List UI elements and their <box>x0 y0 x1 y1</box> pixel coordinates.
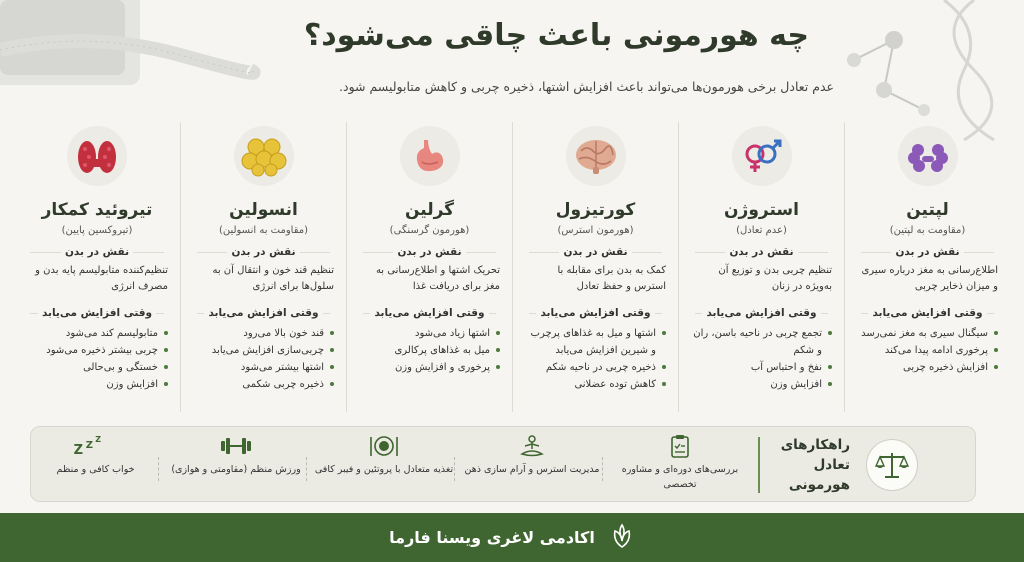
hormone-subtitle: (مقاومت به انسولین) <box>218 225 309 236</box>
list-item: افزایش ذخیره چربی <box>857 359 998 376</box>
svg-text:Z: Z <box>94 435 101 444</box>
strategy-exercise <box>166 433 306 499</box>
brand-name: اکادمی لاغری ویسنا فارما <box>389 528 595 547</box>
role-heading: نقش در بدن <box>525 246 666 258</box>
list-item: افزایش وزن <box>26 376 168 393</box>
effects-list <box>359 325 500 376</box>
meditation-icon <box>462 433 602 459</box>
list-item: تجمع چربی در ناحیه باسن، ران و شکم <box>691 325 832 359</box>
hormone-subtitle: (هورمون گرسنگی) <box>389 225 470 236</box>
fat-cells-icon <box>234 126 294 186</box>
hormone-columns <box>14 122 1010 412</box>
svg-text:Z: Z <box>73 443 83 458</box>
strategy-checkup <box>610 433 750 499</box>
sleep-icon <box>33 433 158 459</box>
role-text: کمک به بدن برای مقابله با استرس و حفظ تعادل <box>557 265 666 292</box>
hormone-subtitle: (مقاومت به لپتین) <box>889 225 966 236</box>
separator <box>602 457 603 481</box>
dumbbell-icon <box>166 433 306 459</box>
plate-icon <box>314 433 454 459</box>
strategies-box <box>30 426 976 502</box>
page-title: چه هورمونی باعث چاقی می‌شود؟ <box>303 18 809 53</box>
list-item: پرخوری ادامه پیدا می‌کند <box>857 342 998 359</box>
increase-heading: وقتی افزایش می‌یابد <box>691 307 832 319</box>
role-text: اطلاع‌رسانی به مغز درباره سیری و میزان ذخایر چربی <box>861 265 998 292</box>
effects-list <box>857 325 998 376</box>
increase-heading: وقتی افزایش می‌یابد <box>359 307 500 319</box>
effects-list <box>26 325 168 393</box>
list-item: چربی‌سازی افزایش می‌یابد <box>193 342 334 359</box>
hormone-card-ghrelin <box>346 122 512 412</box>
clipboard-icon <box>610 433 750 459</box>
strategies-divider <box>758 437 760 493</box>
list-item: چربی بیشتر ذخیره می‌شود <box>26 342 168 359</box>
list-item: سیگنال سیری به مغز نمی‌رسد <box>857 325 998 342</box>
effects-list <box>691 325 832 393</box>
hormone-subtitle: (هورمون استرس) <box>557 225 634 236</box>
role-text: تنظیم چربی بدن و توزیع آن به‌ویژه در زنان <box>718 265 832 292</box>
strategy-text: خواب کافی و منظم <box>56 464 135 475</box>
list-item: کاهش توده عضلانی <box>525 376 666 393</box>
strategy-text: بررسی‌های دوره‌ای و مشاوره تخصصی <box>621 464 739 490</box>
role-text: تحریک اشتها و اطلاع‌رسانی به مغز برای دریافت غذا <box>375 265 500 292</box>
hormone-card-thyroid <box>14 122 180 412</box>
scale-and-tape-decoration <box>0 0 250 105</box>
brain-icon <box>566 126 626 186</box>
role-heading: نقش در بدن <box>359 246 500 258</box>
role-heading: نقش در بدن <box>691 246 832 258</box>
list-item: ذخیره چربی شکمی <box>193 376 334 393</box>
stomach-icon <box>400 126 460 186</box>
increase-heading: وقتی افزایش می‌یابد <box>857 307 998 319</box>
strategy-text: تغذیه متعادل با پروتئین و فیبر کافی <box>314 464 454 475</box>
hormone-card-cortisol <box>512 122 678 412</box>
hormone-card-estrogen <box>678 122 844 412</box>
leptin-gland-icon <box>898 126 958 186</box>
strategies-header <box>760 427 975 503</box>
thyroid-icon <box>67 126 127 186</box>
separator <box>306 457 307 481</box>
role-heading: نقش در بدن <box>26 246 168 258</box>
increase-heading: وقتی افزایش می‌یابد <box>525 307 666 319</box>
list-item: نفخ و احتباس آب <box>691 359 832 376</box>
strategy-text: مدیریت استرس و آرام سازی ذهن <box>464 464 600 475</box>
list-item: متابولیسم کند می‌شود <box>26 325 168 342</box>
leaf-logo-icon <box>609 523 635 553</box>
strategy-stress <box>462 433 602 499</box>
header <box>0 0 1024 118</box>
hormone-name: گرلین <box>404 200 455 220</box>
list-item: ذخیره چربی در ناحیه شکم <box>525 359 666 376</box>
effects-list <box>525 325 666 393</box>
role-text: تنظیم قند خون و انتقال آن به سلول‌ها برای انرژی <box>212 265 334 292</box>
separator <box>454 457 455 481</box>
list-item: اشتها بیشتر می‌شود <box>193 359 334 376</box>
hormone-name: کورتیزول <box>555 200 636 220</box>
increase-heading: وقتی افزایش می‌یابد <box>26 307 168 319</box>
list-item: پرخوری و افزایش وزن <box>359 359 500 376</box>
page-subtitle: عدم تعادل برخی هورمون‌ها می‌تواند باعث افزایش اشتها، ذخیره چربی و کاهش متابولیسم شود. <box>339 79 834 94</box>
role-heading: نقش در بدن <box>857 246 998 258</box>
gender-symbol-icon <box>732 126 792 186</box>
list-item: میل به غذاهای پرکالری <box>359 342 500 359</box>
molecule-dna-decoration <box>824 0 1024 140</box>
list-item: افزایش وزن <box>691 376 832 393</box>
hormone-subtitle: (تیروکسین پایین) <box>61 225 133 236</box>
hormone-name: استروژن <box>724 200 799 220</box>
hormone-name: لپتین <box>906 200 949 220</box>
effects-list <box>193 325 334 393</box>
strategy-sleep <box>33 433 158 499</box>
svg-text:Z: Z <box>85 440 93 451</box>
balance-scale-icon <box>866 439 918 491</box>
separator <box>158 457 159 481</box>
strategies-title: راهکارهای تعادل هورمونی <box>780 437 850 493</box>
list-item: اشتها زیاد می‌شود <box>359 325 500 342</box>
list-item: قند خون بالا می‌رود <box>193 325 334 342</box>
role-text: تنظیم‌کننده متابولیسم پایه بدن و مصرف انرژی <box>35 265 168 292</box>
hormone-card-insulin <box>180 122 346 412</box>
increase-heading: وقتی افزایش می‌یابد <box>193 307 334 319</box>
hormone-subtitle: (عدم تعادل) <box>736 225 787 236</box>
hormone-card-leptin <box>844 122 1010 412</box>
hormone-name: تیروئید کمکار <box>41 200 153 220</box>
strategy-text: ورزش منظم (مقاومتی و هوازی) <box>171 464 301 475</box>
strategy-nutrition <box>314 433 454 499</box>
footer-bar <box>0 513 1024 562</box>
list-item: اشتها و میل به غذاهای پرچرب و شیرین افزایش می‌یابد <box>525 325 666 359</box>
hormone-name: انسولین <box>229 200 298 220</box>
role-heading: نقش در بدن <box>193 246 334 258</box>
list-item: خستگی و بی‌حالی <box>26 359 168 376</box>
